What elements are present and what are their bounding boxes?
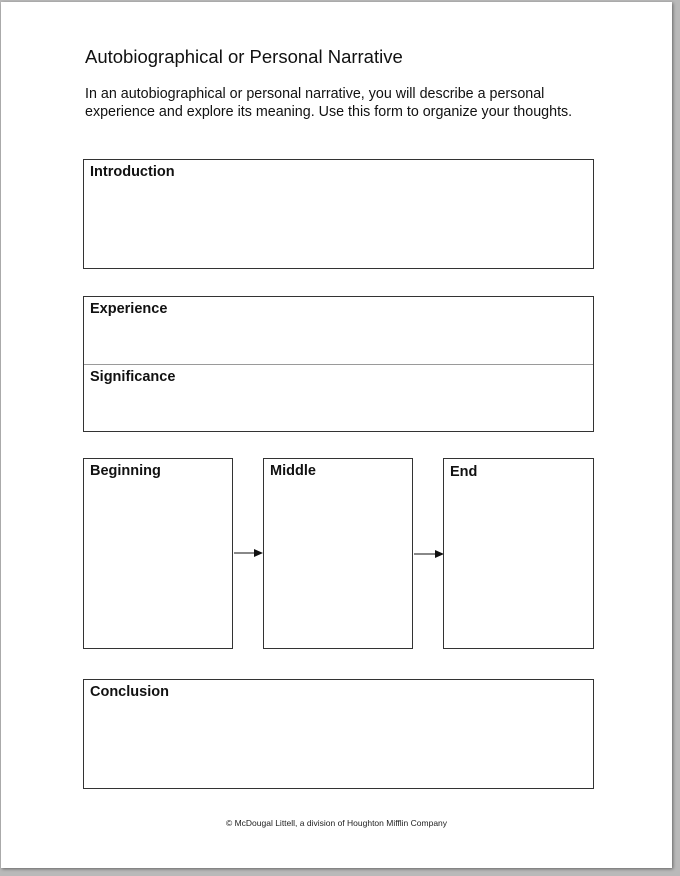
introduction-box[interactable] bbox=[83, 159, 594, 269]
experience-area[interactable] bbox=[84, 297, 593, 364]
end-box[interactable] bbox=[443, 458, 594, 649]
conclusion-label: Conclusion bbox=[90, 684, 169, 700]
arrow-right-icon bbox=[234, 547, 263, 559]
worksheet-page bbox=[1, 2, 672, 868]
instructions-text: In an autobiographical or personal narrative, you will describe a personal experience and explore its meaning. Use this form to organize your thoughts. bbox=[85, 86, 573, 120]
beginning-box[interactable] bbox=[83, 458, 233, 649]
introduction-label: Introduction bbox=[90, 164, 175, 180]
middle-box[interactable] bbox=[263, 458, 413, 649]
significance-label: Significance bbox=[90, 369, 176, 385]
experience-significance-box bbox=[83, 296, 594, 432]
significance-area[interactable] bbox=[84, 365, 593, 431]
end-label: End bbox=[450, 464, 478, 480]
arrow-right-icon bbox=[414, 548, 444, 560]
beginning-label: Beginning bbox=[90, 463, 161, 479]
conclusion-box[interactable] bbox=[83, 679, 594, 789]
experience-label: Experience bbox=[90, 301, 168, 317]
page-title: Autobiographical or Personal Narrative bbox=[85, 46, 403, 67]
copyright-footer: © McDougal Littell, a division of Houghton Mifflin Company bbox=[225, 818, 448, 828]
middle-label: Middle bbox=[270, 463, 316, 479]
